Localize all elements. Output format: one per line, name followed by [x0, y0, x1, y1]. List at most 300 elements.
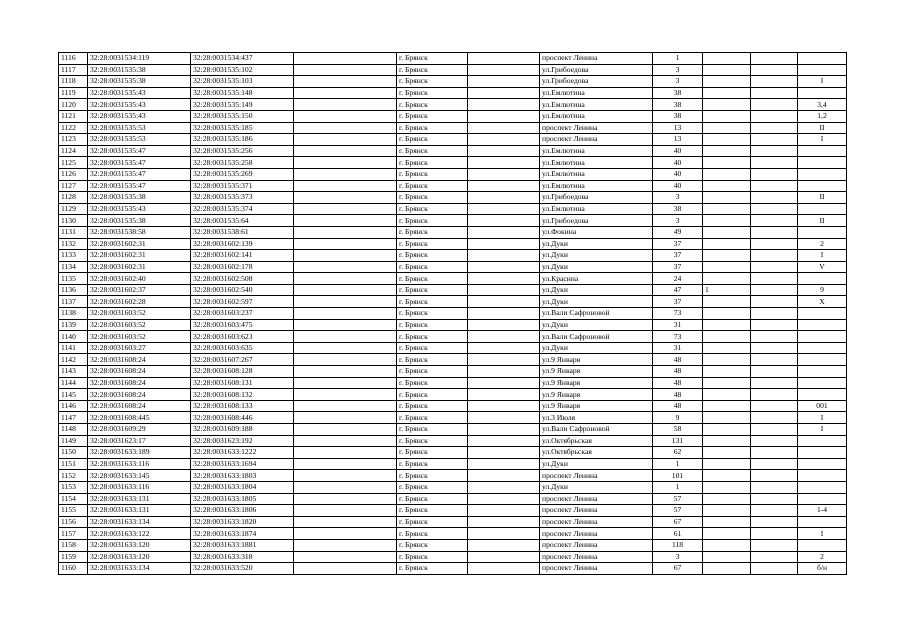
- cell-apartment: [798, 331, 847, 343]
- cell-empty-column: [294, 551, 397, 563]
- cell-locality: [468, 308, 540, 320]
- cell-locality: [468, 76, 540, 88]
- cell-parcel-cadastral-number: 32:28:0031603:27: [88, 342, 191, 354]
- table-row: [59, 516, 847, 528]
- cell-city: г. Брянск: [397, 505, 468, 517]
- cell-locality: [468, 64, 540, 76]
- cell-object-cadastral-number: 32:28:0031602:540: [191, 284, 294, 296]
- cell-house-number: 57: [653, 493, 703, 505]
- cell-city: г. Брянск: [397, 551, 468, 563]
- cell-locality: [468, 435, 540, 447]
- table-row: [59, 389, 847, 401]
- cell-object-cadastral-number: 32:28:0031535:371: [191, 180, 294, 192]
- cell-city: г. Брянск: [397, 87, 468, 99]
- cell-empty-column: [294, 470, 397, 482]
- cell-locality: [468, 412, 540, 424]
- cell-apartment: I: [798, 412, 847, 424]
- cell-parcel-cadastral-number: 32:28:0031535:38: [88, 215, 191, 227]
- cell-city: г. Брянск: [397, 412, 468, 424]
- cell-parcel-cadastral-number: 32:28:0031623:17: [88, 435, 191, 447]
- cell-parcel-cadastral-number: 32:28:0031633:120: [88, 539, 191, 551]
- cell-building: [703, 261, 751, 273]
- table-row: [59, 145, 847, 157]
- cell-building: [703, 157, 751, 169]
- cell-apartment: II: [798, 215, 847, 227]
- table-row: [59, 366, 847, 378]
- cell-building: [703, 203, 751, 215]
- cell-corpus: [751, 505, 798, 517]
- cell-locality: [468, 53, 540, 65]
- cell-parcel-cadastral-number: 32:28:0031633:120: [88, 551, 191, 563]
- cell-row-number: 1150: [59, 447, 88, 459]
- cell-street: ул.Грибоедова: [540, 215, 653, 227]
- cell-object-cadastral-number: 32:28:0031538:61: [191, 226, 294, 238]
- cell-house-number: 40: [653, 168, 703, 180]
- cell-parcel-cadastral-number: 32:28:0031633:116: [88, 481, 191, 493]
- cell-street: ул.9 Января: [540, 354, 653, 366]
- cell-parcel-cadastral-number: 32:28:0031534:119: [88, 53, 191, 65]
- cell-building: [703, 296, 751, 308]
- cell-street: ул.Емлютина: [540, 110, 653, 122]
- cell-corpus: [751, 122, 798, 134]
- cell-apartment: [798, 226, 847, 238]
- cell-street: проспект Ленина: [540, 470, 653, 482]
- cell-house-number: 37: [653, 261, 703, 273]
- cell-house-number: 101: [653, 470, 703, 482]
- cell-object-cadastral-number: 32:28:0031535:148: [191, 87, 294, 99]
- cell-empty-column: [294, 76, 397, 88]
- cell-city: г. Брянск: [397, 99, 468, 111]
- cell-street: проспект Ленина: [540, 505, 653, 517]
- cell-locality: [468, 377, 540, 389]
- cell-city: г. Брянск: [397, 284, 468, 296]
- cell-locality: [468, 273, 540, 285]
- cell-corpus: [751, 226, 798, 238]
- cell-building: [703, 354, 751, 366]
- property-registry-table: [58, 52, 847, 575]
- cell-street: ул.Дуки: [540, 238, 653, 250]
- cell-building: [703, 76, 751, 88]
- cell-row-number: 1139: [59, 319, 88, 331]
- cell-city: г. Брянск: [397, 528, 468, 540]
- cell-corpus: [751, 215, 798, 227]
- cell-object-cadastral-number: 32:28:0031535:150: [191, 110, 294, 122]
- table-row: [59, 412, 847, 424]
- cell-object-cadastral-number: 32:28:0031608:128: [191, 366, 294, 378]
- cell-house-number: 3: [653, 64, 703, 76]
- cell-locality: [468, 481, 540, 493]
- cell-row-number: 1128: [59, 192, 88, 204]
- table-row: [59, 87, 847, 99]
- cell-row-number: 1119: [59, 87, 88, 99]
- cell-building: [703, 215, 751, 227]
- cell-house-number: 38: [653, 110, 703, 122]
- cell-parcel-cadastral-number: 32:28:0031535:53: [88, 122, 191, 134]
- cell-apartment: [798, 53, 847, 65]
- cell-house-number: 49: [653, 226, 703, 238]
- cell-apartment: I: [798, 76, 847, 88]
- cell-building: [703, 366, 751, 378]
- table-row: [59, 53, 847, 65]
- cell-apartment: [798, 342, 847, 354]
- cell-object-cadastral-number: 32:28:0031633:1806: [191, 505, 294, 517]
- cell-locality: [468, 134, 540, 146]
- cell-apartment: [798, 458, 847, 470]
- cell-parcel-cadastral-number: 32:28:0031603:52: [88, 319, 191, 331]
- cell-building: [703, 516, 751, 528]
- cell-empty-column: [294, 354, 397, 366]
- cell-building: [703, 87, 751, 99]
- cell-locality: [468, 400, 540, 412]
- cell-row-number: 1130: [59, 215, 88, 227]
- cell-building: [703, 377, 751, 389]
- cell-apartment: [798, 168, 847, 180]
- cell-apartment: [798, 64, 847, 76]
- cell-apartment: I: [798, 134, 847, 146]
- cell-row-number: 1146: [59, 400, 88, 412]
- cell-house-number: 62: [653, 447, 703, 459]
- cell-locality: [468, 238, 540, 250]
- cell-empty-column: [294, 238, 397, 250]
- cell-object-cadastral-number: 32:28:0031535:256: [191, 145, 294, 157]
- cell-parcel-cadastral-number: 32:28:0031608:24: [88, 389, 191, 401]
- cell-row-number: 1124: [59, 145, 88, 157]
- cell-object-cadastral-number: 32:28:0031633:1694: [191, 458, 294, 470]
- cell-building: [703, 99, 751, 111]
- cell-apartment: [798, 319, 847, 331]
- cell-city: г. Брянск: [397, 53, 468, 65]
- cell-parcel-cadastral-number: 32:28:0031535:43: [88, 203, 191, 215]
- cell-apartment: [798, 366, 847, 378]
- cell-city: г. Брянск: [397, 76, 468, 88]
- cell-parcel-cadastral-number: 32:28:0031535:38: [88, 76, 191, 88]
- table-row: [59, 168, 847, 180]
- cell-building: [703, 505, 751, 517]
- cell-apartment: б/н: [798, 563, 847, 575]
- cell-corpus: [751, 331, 798, 343]
- cell-locality: [468, 447, 540, 459]
- cell-city: г. Брянск: [397, 238, 468, 250]
- cell-building: [703, 273, 751, 285]
- cell-city: г. Брянск: [397, 331, 468, 343]
- cell-corpus: [751, 516, 798, 528]
- cell-row-number: 1143: [59, 366, 88, 378]
- table-row: [59, 400, 847, 412]
- cell-apartment: [798, 354, 847, 366]
- cell-apartment: 1-4: [798, 505, 847, 517]
- cell-object-cadastral-number: 32:28:0031535:186: [191, 134, 294, 146]
- cell-building: [703, 238, 751, 250]
- cell-street: ул.Грибоедова: [540, 76, 653, 88]
- cell-building: [703, 168, 751, 180]
- cell-object-cadastral-number: 32:28:0031602:597: [191, 296, 294, 308]
- table-row: [59, 134, 847, 146]
- cell-parcel-cadastral-number: 32:28:0031603:52: [88, 331, 191, 343]
- cell-house-number: 40: [653, 180, 703, 192]
- cell-locality: [468, 354, 540, 366]
- cell-object-cadastral-number: 32:28:0031535:102: [191, 64, 294, 76]
- cell-house-number: 31: [653, 342, 703, 354]
- cell-street: проспект Ленина: [540, 53, 653, 65]
- cell-house-number: 40: [653, 157, 703, 169]
- table-row: [59, 76, 847, 88]
- cell-apartment: 2: [798, 238, 847, 250]
- cell-building: [703, 551, 751, 563]
- cell-empty-column: [294, 308, 397, 320]
- cell-street: ул.Красина: [540, 273, 653, 285]
- cell-locality: [468, 157, 540, 169]
- cell-house-number: 48: [653, 400, 703, 412]
- cell-parcel-cadastral-number: 32:28:0031609:29: [88, 424, 191, 436]
- table-row: [59, 470, 847, 482]
- cell-city: г. Брянск: [397, 203, 468, 215]
- cell-parcel-cadastral-number: 32:28:0031633:122: [88, 528, 191, 540]
- cell-street: ул.Вали Сафроновой: [540, 331, 653, 343]
- cell-building: [703, 110, 751, 122]
- cell-house-number: 67: [653, 563, 703, 575]
- cell-locality: [468, 528, 540, 540]
- cell-row-number: 1147: [59, 412, 88, 424]
- table-row: [59, 354, 847, 366]
- cell-parcel-cadastral-number: 32:28:0031633:131: [88, 493, 191, 505]
- document-page: [58, 52, 846, 575]
- cell-house-number: 118: [653, 539, 703, 551]
- table-row: [59, 551, 847, 563]
- cell-corpus: [751, 458, 798, 470]
- cell-building: [703, 250, 751, 262]
- cell-corpus: [751, 192, 798, 204]
- cell-parcel-cadastral-number: 32:28:0031535:47: [88, 145, 191, 157]
- cell-row-number: 1160: [59, 563, 88, 575]
- cell-apartment: [798, 481, 847, 493]
- cell-row-number: 1116: [59, 53, 88, 65]
- cell-empty-column: [294, 447, 397, 459]
- cell-corpus: [751, 319, 798, 331]
- cell-corpus: [751, 308, 798, 320]
- cell-house-number: 37: [653, 238, 703, 250]
- cell-house-number: 57: [653, 505, 703, 517]
- cell-row-number: 1138: [59, 308, 88, 320]
- cell-city: г. Брянск: [397, 389, 468, 401]
- cell-row-number: 1159: [59, 551, 88, 563]
- cell-street: ул.Емлютина: [540, 99, 653, 111]
- cell-empty-column: [294, 64, 397, 76]
- cell-parcel-cadastral-number: 32:28:0031535:53: [88, 134, 191, 146]
- cell-locality: [468, 319, 540, 331]
- cell-building: [703, 412, 751, 424]
- cell-corpus: [751, 250, 798, 262]
- cell-locality: [468, 424, 540, 436]
- cell-object-cadastral-number: 32:28:0031602:508: [191, 273, 294, 285]
- cell-house-number: 47: [653, 284, 703, 296]
- cell-apartment: II: [798, 192, 847, 204]
- cell-object-cadastral-number: 32:28:0031609:188: [191, 424, 294, 436]
- cell-parcel-cadastral-number: 32:28:0031535:43: [88, 110, 191, 122]
- cell-corpus: [751, 470, 798, 482]
- cell-building: [703, 122, 751, 134]
- cell-building: [703, 308, 751, 320]
- cell-building: [703, 226, 751, 238]
- cell-parcel-cadastral-number: 32:28:0031603:52: [88, 308, 191, 320]
- cell-parcel-cadastral-number: 32:28:0031602:37: [88, 284, 191, 296]
- cell-empty-column: [294, 366, 397, 378]
- cell-street: ул.Грибоедова: [540, 192, 653, 204]
- cell-object-cadastral-number: 32:28:0031602:178: [191, 261, 294, 273]
- cell-city: г. Брянск: [397, 180, 468, 192]
- cell-locality: [468, 389, 540, 401]
- cell-apartment: [798, 157, 847, 169]
- cell-row-number: 1149: [59, 435, 88, 447]
- cell-street: ул.Дуки: [540, 296, 653, 308]
- cell-empty-column: [294, 481, 397, 493]
- cell-city: г. Брянск: [397, 145, 468, 157]
- cell-corpus: [751, 145, 798, 157]
- table-row: [59, 157, 847, 169]
- cell-parcel-cadastral-number: 32:28:0031633:134: [88, 516, 191, 528]
- cell-object-cadastral-number: 32:28:0031535:269: [191, 168, 294, 180]
- cell-city: г. Брянск: [397, 319, 468, 331]
- cell-corpus: [751, 180, 798, 192]
- cell-object-cadastral-number: 32:28:0031535:373: [191, 192, 294, 204]
- cell-city: г. Брянск: [397, 354, 468, 366]
- cell-apartment: 1,2: [798, 110, 847, 122]
- cell-apartment: [798, 516, 847, 528]
- cell-parcel-cadastral-number: 32:28:0031535:47: [88, 157, 191, 169]
- cell-object-cadastral-number: 32:28:0031535:64: [191, 215, 294, 227]
- cell-city: г. Брянск: [397, 366, 468, 378]
- cell-row-number: 1122: [59, 122, 88, 134]
- cell-corpus: [751, 354, 798, 366]
- cell-apartment: II: [798, 122, 847, 134]
- cell-row-number: 1118: [59, 76, 88, 88]
- cell-empty-column: [294, 412, 397, 424]
- cell-row-number: 1145: [59, 389, 88, 401]
- cell-building: [703, 493, 751, 505]
- cell-apartment: [798, 273, 847, 285]
- cell-city: г. Брянск: [397, 563, 468, 575]
- cell-city: г. Брянск: [397, 192, 468, 204]
- cell-object-cadastral-number: 32:28:0031633:1874: [191, 528, 294, 540]
- cell-apartment: I: [798, 424, 847, 436]
- table-row: [59, 435, 847, 447]
- cell-locality: [468, 296, 540, 308]
- cell-parcel-cadastral-number: 32:28:0031535:38: [88, 64, 191, 76]
- cell-empty-column: [294, 110, 397, 122]
- cell-city: г. Брянск: [397, 481, 468, 493]
- cell-empty-column: [294, 563, 397, 575]
- cell-object-cadastral-number: 32:28:0031535:185: [191, 122, 294, 134]
- cell-corpus: [751, 64, 798, 76]
- table-row: [59, 493, 847, 505]
- cell-corpus: [751, 400, 798, 412]
- table-row: [59, 250, 847, 262]
- cell-house-number: 38: [653, 203, 703, 215]
- cell-locality: [468, 180, 540, 192]
- cell-house-number: 3: [653, 215, 703, 227]
- cell-empty-column: [294, 377, 397, 389]
- cell-house-number: 1: [653, 53, 703, 65]
- table-row: [59, 308, 847, 320]
- cell-object-cadastral-number: 32:28:0031633:1881: [191, 539, 294, 551]
- cell-apartment: 2: [798, 551, 847, 563]
- cell-apartment: [798, 539, 847, 551]
- cell-building: [703, 458, 751, 470]
- cell-building: [703, 192, 751, 204]
- cell-corpus: [751, 424, 798, 436]
- cell-street: ул.9 Января: [540, 366, 653, 378]
- cell-empty-column: [294, 284, 397, 296]
- cell-row-number: 1125: [59, 157, 88, 169]
- cell-object-cadastral-number: 32:28:0031633:1804: [191, 481, 294, 493]
- cell-street: ул.Дуки: [540, 250, 653, 262]
- cell-street: ул.Емлютина: [540, 180, 653, 192]
- cell-locality: [468, 99, 540, 111]
- cell-street: ул.3 Июля: [540, 412, 653, 424]
- cell-locality: [468, 331, 540, 343]
- cell-building: [703, 64, 751, 76]
- cell-object-cadastral-number: 32:28:0031608:133: [191, 400, 294, 412]
- cell-street: ул.Вали Сафроновой: [540, 308, 653, 320]
- cell-street: проспект Ленина: [540, 122, 653, 134]
- cell-object-cadastral-number: 32:28:0031623:192: [191, 435, 294, 447]
- cell-street: ул.Дуки: [540, 458, 653, 470]
- cell-object-cadastral-number: 32:28:0031608:446: [191, 412, 294, 424]
- cell-corpus: [751, 53, 798, 65]
- cell-city: г. Брянск: [397, 447, 468, 459]
- cell-corpus: [751, 481, 798, 493]
- cell-object-cadastral-number: 32:28:0031603:475: [191, 319, 294, 331]
- cell-house-number: 38: [653, 87, 703, 99]
- cell-building: 1: [703, 284, 751, 296]
- cell-street: ул.Октябрьская: [540, 447, 653, 459]
- cell-empty-column: [294, 122, 397, 134]
- cell-apartment: [798, 308, 847, 320]
- cell-corpus: [751, 284, 798, 296]
- cell-apartment: 9: [798, 284, 847, 296]
- cell-empty-column: [294, 145, 397, 157]
- table-row: [59, 563, 847, 575]
- cell-city: г. Брянск: [397, 261, 468, 273]
- cell-parcel-cadastral-number: 32:28:0031535:43: [88, 99, 191, 111]
- cell-corpus: [751, 551, 798, 563]
- cell-empty-column: [294, 389, 397, 401]
- cell-corpus: [751, 366, 798, 378]
- cell-empty-column: [294, 168, 397, 180]
- cell-row-number: 1121: [59, 110, 88, 122]
- cell-building: [703, 424, 751, 436]
- cell-corpus: [751, 76, 798, 88]
- cell-apartment: 3,4: [798, 99, 847, 111]
- cell-object-cadastral-number: 32:28:0031633:1805: [191, 493, 294, 505]
- cell-object-cadastral-number: 32:28:0031602:141: [191, 250, 294, 262]
- cell-city: г. Брянск: [397, 377, 468, 389]
- cell-apartment: I: [798, 528, 847, 540]
- cell-house-number: 9: [653, 412, 703, 424]
- cell-house-number: 3: [653, 551, 703, 563]
- cell-object-cadastral-number: 32:28:0031608:131: [191, 377, 294, 389]
- cell-empty-column: [294, 493, 397, 505]
- table-row: [59, 424, 847, 436]
- cell-street: ул.Дуки: [540, 481, 653, 493]
- cell-city: г. Брянск: [397, 250, 468, 262]
- cell-object-cadastral-number: 32:28:0031535:149: [191, 99, 294, 111]
- cell-building: [703, 319, 751, 331]
- cell-apartment: 001: [798, 400, 847, 412]
- cell-building: [703, 481, 751, 493]
- cell-house-number: 37: [653, 250, 703, 262]
- cell-parcel-cadastral-number: 32:28:0031608:24: [88, 377, 191, 389]
- cell-corpus: [751, 99, 798, 111]
